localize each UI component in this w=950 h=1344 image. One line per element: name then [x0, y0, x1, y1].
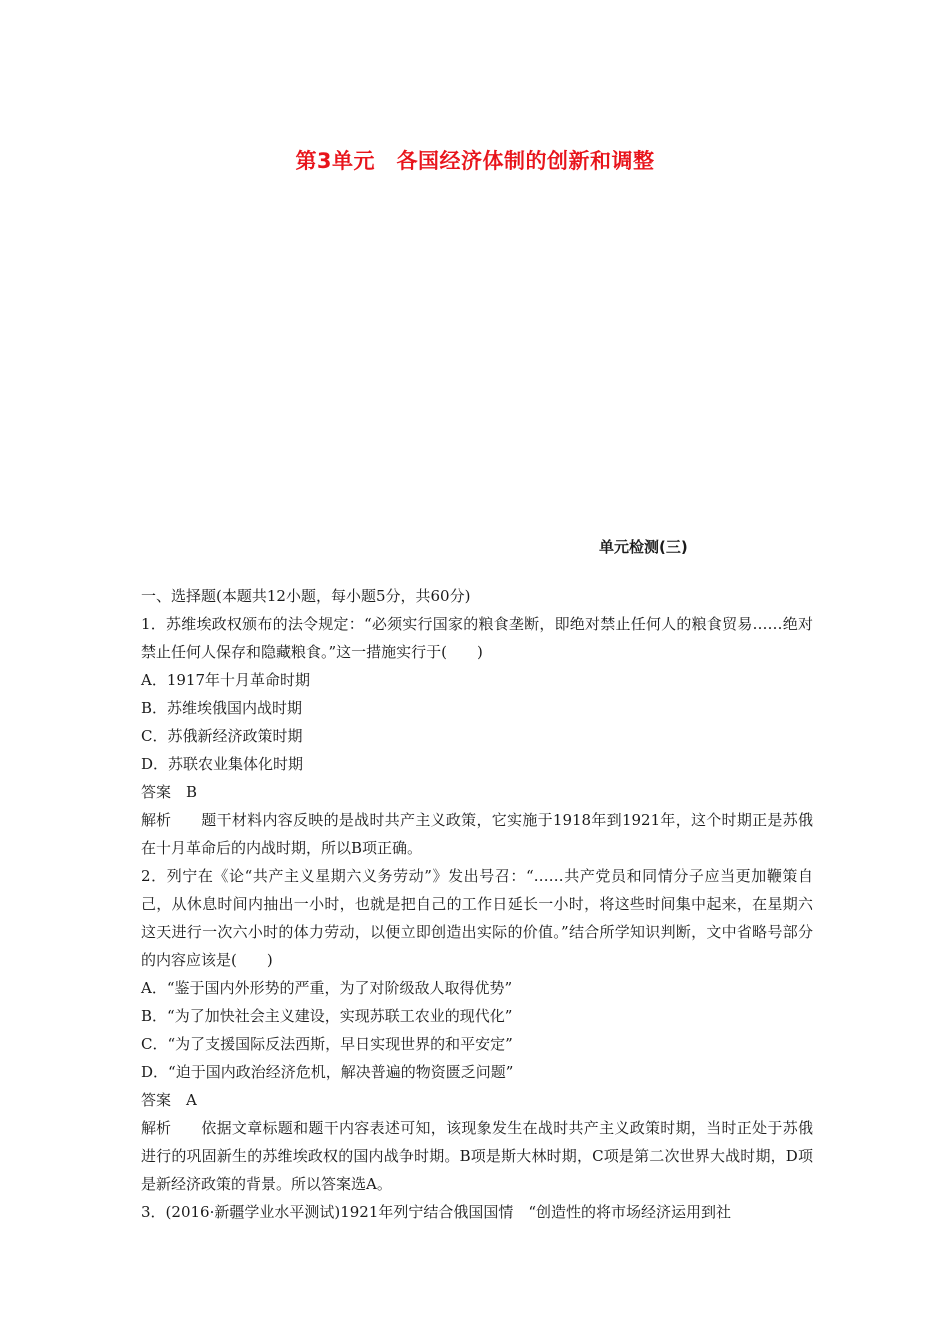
- analysis-label: 解析: [141, 1119, 172, 1137]
- question-list: [141, 582, 813, 1226]
- option-d: D．苏联农业集体化时期: [141, 755, 304, 773]
- analysis-text: 题干材料内容反映的是战时共产主义政策，它实施于1918年到1921年，这个时期正是苏俄在十月革命后的内战时期，所以B项正确。: [141, 811, 813, 857]
- analysis-line: [141, 806, 813, 862]
- answer-line: [141, 778, 813, 806]
- option-c: C．苏俄新经济政策时期: [141, 727, 303, 745]
- analysis-label: 解析: [141, 811, 172, 829]
- option-c: C．“为了支援国际反法西斯，早日实现世界的和平安定”: [141, 1035, 513, 1053]
- question-stem: 3．(2016·新疆学业水平测试)1921年列宁结合俄国国情 “创造性的将市场经济运用到社: [141, 1203, 732, 1221]
- section-heading: 一、选择题(本题共12小题，每小题5分，共60分): [141, 587, 471, 605]
- option-b: B．“为了加快社会主义建设，实现苏联工农业的现代化”: [141, 1007, 513, 1025]
- answer-line: [141, 1086, 813, 1114]
- analysis-text: 依据文章标题和题干内容表述可知，该现象发生在战时共产主义政策时期，当时正处于苏俄进行的巩固新生的苏维埃政权的国内战争时期。B项是斯大林时期，C项是第二次世界大战时期，D项是新经济政策的背景。所以答案选A。: [141, 1119, 813, 1193]
- chapter-title: 第3单元 各国经济体制的创新和调整: [295, 149, 655, 173]
- analysis-line: [141, 1114, 813, 1198]
- option-d: D．“迫于国内政治经济危机，解决普遍的物资匮乏问题”: [141, 1063, 514, 1081]
- option-b: B．苏维埃俄国内战时期: [141, 699, 303, 717]
- unit-test-title: 单元检测(三): [599, 538, 688, 556]
- option-a: A．1917年十月革命时期: [141, 671, 311, 689]
- answer-label: 答案: [141, 1091, 172, 1109]
- answer-value: A: [186, 1091, 197, 1109]
- answer-label: 答案: [141, 783, 172, 801]
- question-stem: 1．苏维埃政权颁布的法令规定：“必须实行国家的粮食垄断，即绝对禁止任何人的粮食贸易……绝对禁止任何人保存和隐藏粮食。”这一措施实行于( ): [141, 615, 813, 661]
- option-a: A．“鉴于国内外形势的严重，为了对阶级敌人取得优势”: [141, 979, 513, 997]
- question-stem: 2．列宁在《论“共产主义星期六义务劳动”》发出号召：“……共产党员和同情分子应当更加鞭策自己，从休息时间内抽出一小时，也就是把自己的工作日延长一小时，将这些时间集中起来，在星期六这天进行一次六小时的体力劳动，以便立即创造出实际的价值。”结合所学知识判断，文中省略号部分的内容应该是( ): [141, 867, 813, 969]
- answer-value: B: [186, 783, 198, 801]
